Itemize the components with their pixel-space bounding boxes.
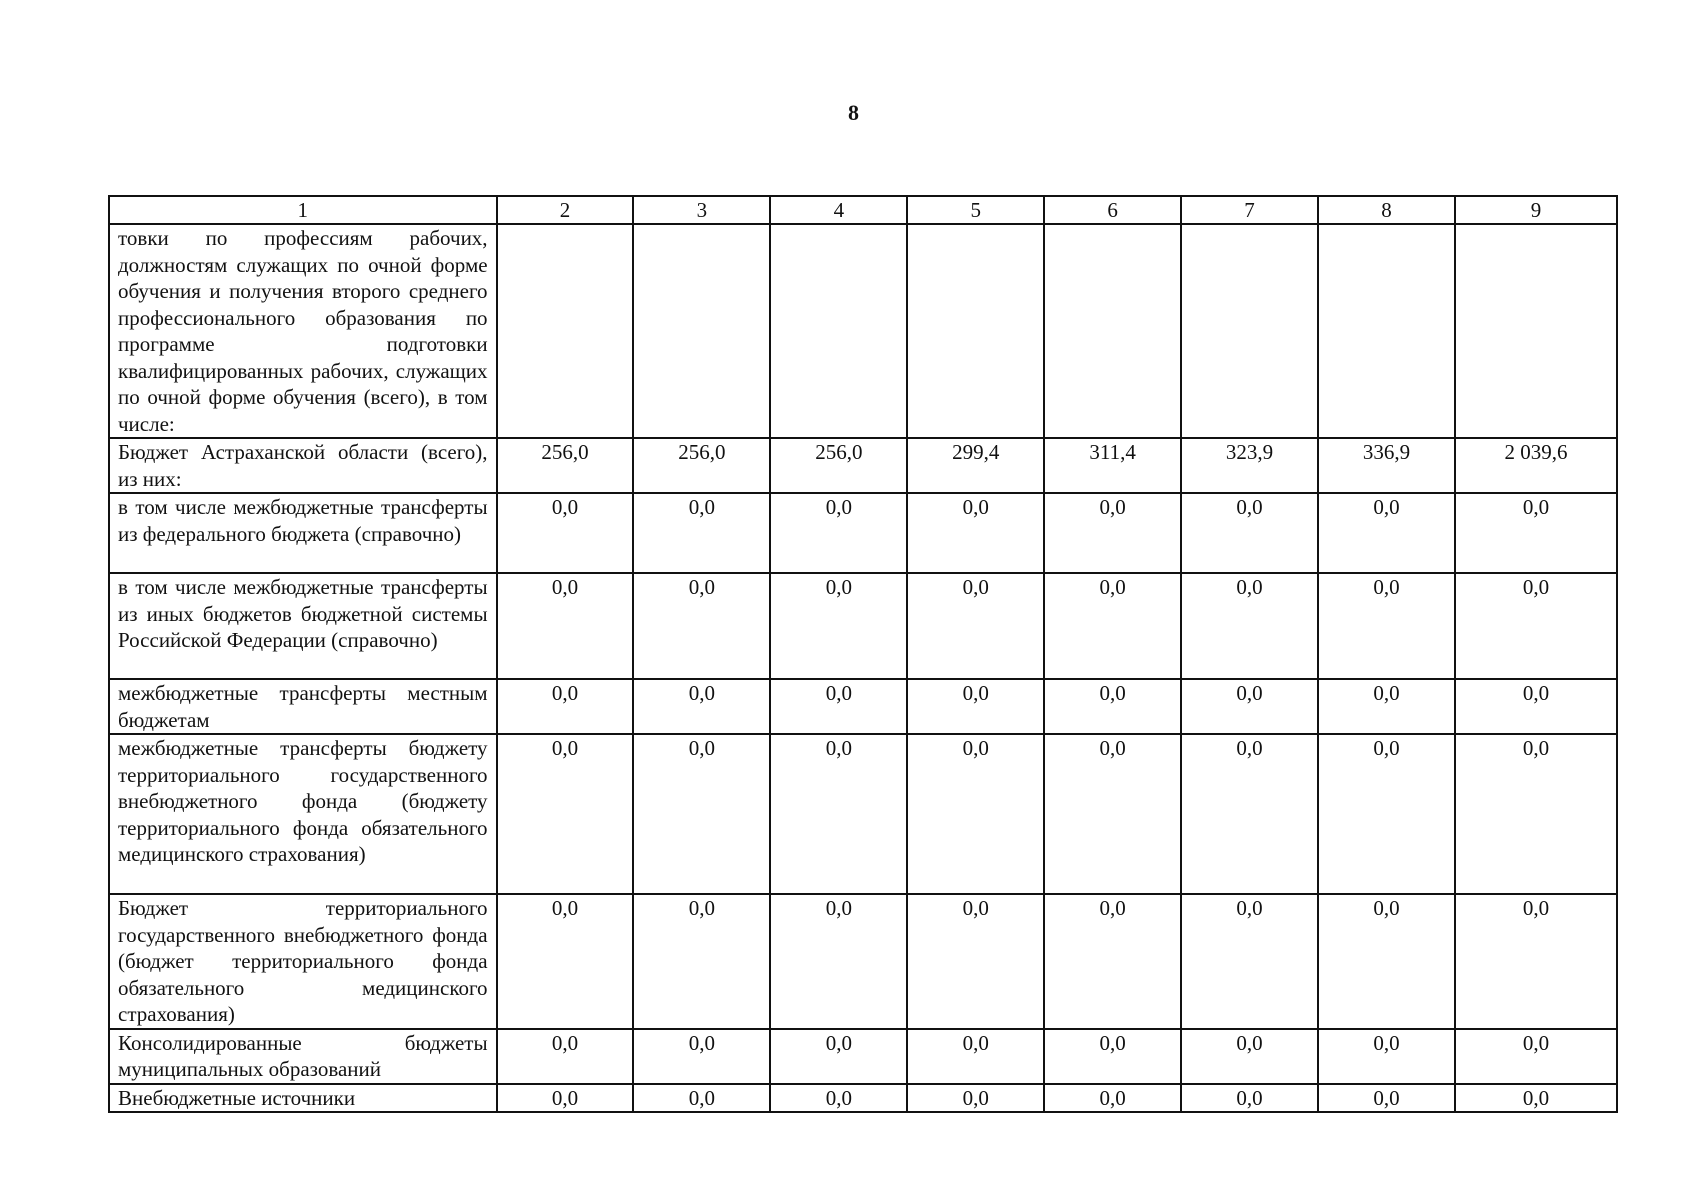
row-value-col-3: 0,0 — [633, 734, 770, 894]
row-label: товки по профессиям рабочих, должностям служащих по очной форме обучения и получения второго среднего профессионального образования по программе подготовки квалифицированных рабочих, служащих по очной форме обучения (всего), в том числе: — [109, 224, 497, 438]
row-value-col-4: 0,0 — [770, 493, 907, 573]
row-value-col-7: 0,0 — [1181, 1029, 1318, 1084]
row-value-col-5: 0,0 — [907, 1084, 1044, 1113]
row-value-col-3 — [633, 224, 770, 438]
row-value-col-8: 0,0 — [1318, 573, 1455, 679]
row-value-col-2: 0,0 — [497, 894, 634, 1029]
row-value-col-2: 0,0 — [497, 679, 634, 734]
table-row — [109, 679, 1617, 734]
row-label: межбюджетные трансферты местным бюджетам — [109, 679, 497, 734]
row-label: межбюджетные трансферты бюджету территориального государственного внебюджетного фонда (бюджету территориального фонда обязательного медицинского страхования) — [109, 734, 497, 894]
row-value-col-4: 0,0 — [770, 1084, 907, 1113]
row-value-col-9: 0,0 — [1455, 679, 1617, 734]
table-header-row — [109, 196, 1617, 224]
row-value-col-8: 0,0 — [1318, 1029, 1455, 1084]
row-value-col-6: 0,0 — [1044, 734, 1181, 894]
row-label: Консолидированные бюджеты муниципальных образований — [109, 1029, 497, 1084]
row-value-col-7: 0,0 — [1181, 573, 1318, 679]
row-value-col-6: 0,0 — [1044, 679, 1181, 734]
table-row — [109, 1029, 1617, 1084]
column-header: 7 — [1181, 196, 1318, 224]
row-value-col-5: 299,4 — [907, 438, 1044, 493]
row-value-col-2: 0,0 — [497, 493, 634, 573]
row-value-col-9: 2 039,6 — [1455, 438, 1617, 493]
row-value-col-9 — [1455, 224, 1617, 438]
row-value-col-7: 0,0 — [1181, 679, 1318, 734]
column-header: 6 — [1044, 196, 1181, 224]
row-value-col-9: 0,0 — [1455, 1029, 1617, 1084]
row-value-col-5 — [907, 224, 1044, 438]
row-value-col-3: 0,0 — [633, 573, 770, 679]
row-value-col-4: 0,0 — [770, 1029, 907, 1084]
row-value-col-7: 323,9 — [1181, 438, 1318, 493]
row-value-col-6 — [1044, 224, 1181, 438]
row-value-col-7: 0,0 — [1181, 1084, 1318, 1113]
row-value-col-8 — [1318, 224, 1455, 438]
row-value-col-9: 0,0 — [1455, 493, 1617, 573]
row-value-col-9: 0,0 — [1455, 1084, 1617, 1113]
table-row — [109, 894, 1617, 1029]
row-value-col-6: 0,0 — [1044, 1029, 1181, 1084]
column-header: 3 — [633, 196, 770, 224]
row-value-col-5: 0,0 — [907, 1029, 1044, 1084]
row-value-col-8: 336,9 — [1318, 438, 1455, 493]
row-value-col-3: 0,0 — [633, 1029, 770, 1084]
row-value-col-5: 0,0 — [907, 573, 1044, 679]
row-value-col-3: 0,0 — [633, 493, 770, 573]
row-value-col-7: 0,0 — [1181, 734, 1318, 894]
row-value-col-6: 0,0 — [1044, 493, 1181, 573]
table-body — [109, 224, 1617, 1112]
row-value-col-5: 0,0 — [907, 734, 1044, 894]
row-value-col-3: 0,0 — [633, 679, 770, 734]
row-value-col-6: 311,4 — [1044, 438, 1181, 493]
table-row — [109, 224, 1617, 438]
budget-table — [108, 195, 1618, 1113]
row-label: Бюджет Астраханской области (всего), из них: — [109, 438, 497, 493]
row-value-col-8: 0,0 — [1318, 679, 1455, 734]
row-value-col-2: 0,0 — [497, 1084, 634, 1113]
row-value-col-3: 256,0 — [633, 438, 770, 493]
table-row — [109, 438, 1617, 493]
row-value-col-3: 0,0 — [633, 1084, 770, 1113]
column-header: 9 — [1455, 196, 1617, 224]
row-value-col-9: 0,0 — [1455, 734, 1617, 894]
row-value-col-4: 0,0 — [770, 894, 907, 1029]
column-header: 5 — [907, 196, 1044, 224]
row-value-col-9: 0,0 — [1455, 894, 1617, 1029]
row-value-col-2: 0,0 — [497, 734, 634, 894]
row-value-col-2: 256,0 — [497, 438, 634, 493]
column-header: 1 — [109, 196, 497, 224]
table-row — [109, 1084, 1617, 1113]
table-row — [109, 493, 1617, 573]
row-value-col-9: 0,0 — [1455, 573, 1617, 679]
row-value-col-8: 0,0 — [1318, 1084, 1455, 1113]
row-value-col-5: 0,0 — [907, 679, 1044, 734]
row-value-col-8: 0,0 — [1318, 894, 1455, 1029]
row-value-col-4: 0,0 — [770, 679, 907, 734]
row-value-col-4: 0,0 — [770, 734, 907, 894]
row-value-col-5: 0,0 — [907, 894, 1044, 1029]
row-label: в том числе межбюджетные трансферты из федерального бюджета (справочно) — [109, 493, 497, 573]
row-value-col-3: 0,0 — [633, 894, 770, 1029]
row-label: в том числе межбюджетные трансферты из иных бюджетов бюджетной системы Российской Федерации (справочно) — [109, 573, 497, 679]
column-header: 2 — [497, 196, 634, 224]
page-number: 8 — [848, 100, 859, 125]
row-label: Бюджет территориального государственного внебюджетного фонда (бюджет территориального фонда обязательного медицинского страхования) — [109, 894, 497, 1029]
row-value-col-6: 0,0 — [1044, 573, 1181, 679]
row-value-col-2 — [497, 224, 634, 438]
row-value-col-4: 0,0 — [770, 573, 907, 679]
row-value-col-8: 0,0 — [1318, 734, 1455, 894]
table-row — [109, 734, 1617, 894]
row-value-col-4: 256,0 — [770, 438, 907, 493]
row-value-col-6: 0,0 — [1044, 1084, 1181, 1113]
row-value-col-2: 0,0 — [497, 1029, 634, 1084]
row-value-col-4 — [770, 224, 907, 438]
row-value-col-6: 0,0 — [1044, 894, 1181, 1029]
row-value-col-5: 0,0 — [907, 493, 1044, 573]
row-value-col-7: 0,0 — [1181, 493, 1318, 573]
row-value-col-8: 0,0 — [1318, 493, 1455, 573]
row-label: Внебюджетные источники — [109, 1084, 497, 1113]
column-header: 8 — [1318, 196, 1455, 224]
row-value-col-7 — [1181, 224, 1318, 438]
row-value-col-2: 0,0 — [497, 573, 634, 679]
table-row — [109, 573, 1617, 679]
column-header: 4 — [770, 196, 907, 224]
row-value-col-7: 0,0 — [1181, 894, 1318, 1029]
